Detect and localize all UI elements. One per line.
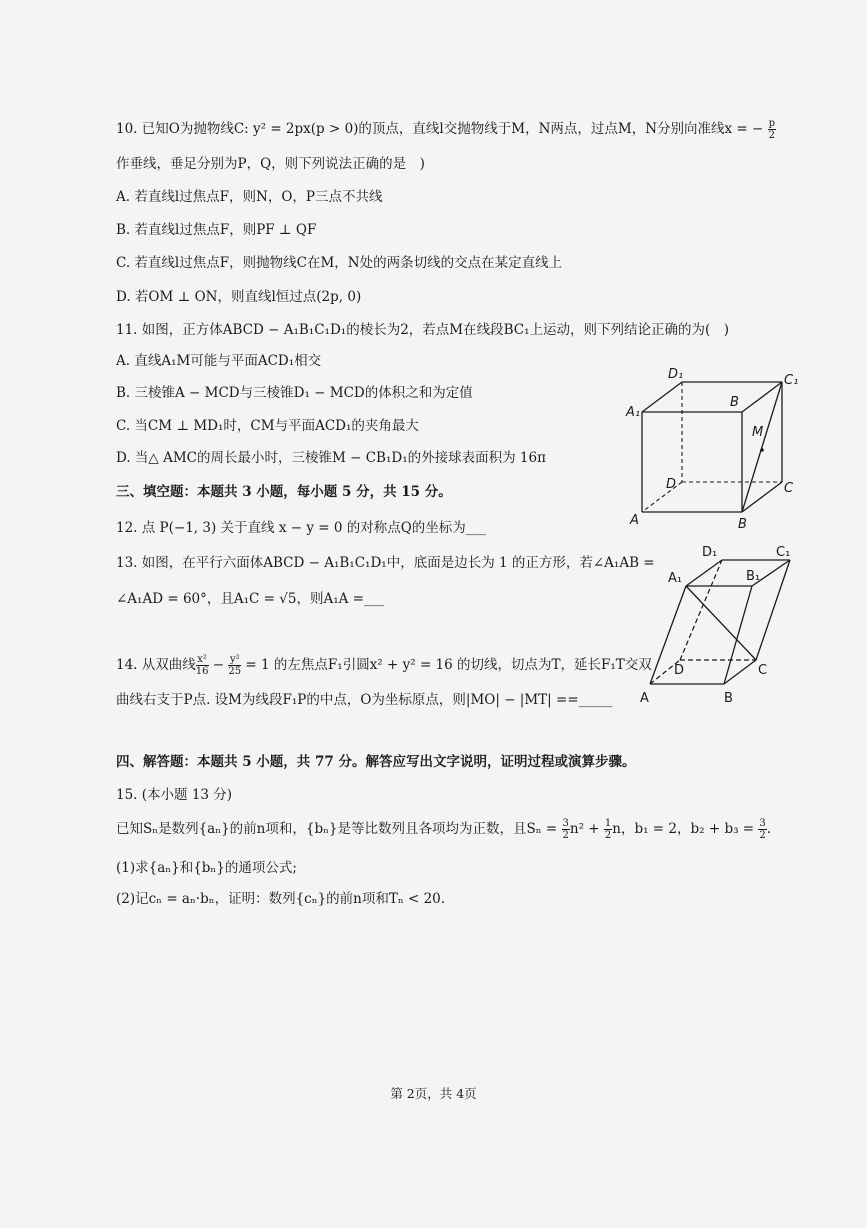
parallelepiped-figure bbox=[630, 538, 830, 713]
frac-den: 2 bbox=[768, 130, 776, 141]
cube-edge bbox=[742, 482, 782, 512]
q14-minus: − bbox=[208, 657, 229, 673]
point-m bbox=[760, 448, 764, 452]
q13-line2: ∠A₁AD = 60°，且A₁C = √5，则A₁A =___ bbox=[116, 591, 385, 607]
para-edge bbox=[724, 660, 756, 684]
label-a1: A₁ bbox=[626, 405, 641, 420]
label-a1: A₁ bbox=[668, 571, 683, 586]
q10-option-c: C. 若直线l过焦点F，则抛物线C在M，N处的两条切线的交点在某定直线上 bbox=[116, 255, 563, 271]
q14-frac1 bbox=[196, 654, 209, 677]
cube-figure bbox=[620, 360, 810, 535]
q13-line1: 13. 如图，在平行六面体ABCD − A₁B₁C₁D₁中，底面是边长为 1 的正方形，若∠A₁AB = bbox=[116, 555, 655, 571]
para-edge bbox=[756, 560, 790, 660]
label-a: A bbox=[640, 691, 649, 706]
cube-edge bbox=[642, 382, 682, 412]
label-d: D bbox=[674, 663, 685, 678]
label-d: D bbox=[666, 477, 677, 492]
para-edge bbox=[686, 560, 722, 586]
label-c1: C₁ bbox=[776, 545, 791, 560]
frac-num: 3 bbox=[562, 818, 569, 829]
q15-part1: (1)求{aₙ}和{bₙ}的通项公式; bbox=[116, 860, 297, 876]
q14-frac2 bbox=[228, 654, 241, 677]
q11-option-c: C. 当CM ⊥ MD₁时，CM与平面ACD₁的夹角最大 bbox=[116, 418, 419, 434]
q14-post: = 1 的左焦点F₁引圆x² + y² = 16 的切线，切点为T，延长F₁T交双 bbox=[241, 657, 652, 673]
q14-pre: 14. 从双曲线 bbox=[116, 657, 196, 673]
frac-num: p bbox=[768, 118, 776, 129]
q15-part2: (2)记cₙ = aₙ·bₙ，证明：数列{cₙ}的前n项和Tₙ < 20. bbox=[116, 891, 446, 907]
q15-stem-mid2: n，b₁ = 2，b₂ + b₃ = bbox=[612, 821, 759, 837]
frac-den: 25 bbox=[228, 666, 242, 677]
label-m: M bbox=[752, 425, 764, 440]
label-c: C bbox=[784, 481, 794, 496]
q15-frac-c bbox=[758, 818, 766, 841]
frac-num: 1 bbox=[604, 818, 612, 829]
frac-den: 2 bbox=[562, 830, 569, 841]
section-3-heading: 三、填空题：本题共 3 小题，每小题 5 分，共 15 分。 bbox=[116, 484, 452, 500]
para-edge bbox=[724, 586, 752, 684]
q15-title: 15. (本小题 13 分) bbox=[116, 787, 233, 803]
frac-num: x² bbox=[197, 654, 207, 665]
q10-option-b: B. 若直线l过焦点F，则PF ⊥ QF bbox=[116, 222, 317, 238]
frac-den: 2 bbox=[604, 830, 612, 841]
cube-edge bbox=[742, 382, 782, 412]
q10-fraction bbox=[768, 118, 776, 141]
q14-line2: 曲线右支于P点. 设M为线段F₁P的中点，O为坐标原点，则|MO| − |MT| ==_____ bbox=[116, 692, 613, 708]
q15-frac-a bbox=[562, 818, 570, 841]
q15-stem-pre: 已知Sₙ是数列{aₙ}的前n项和，{bₙ}是等比数列且各项均为正数，且Sₙ = bbox=[116, 821, 562, 837]
label-d1: D₁ bbox=[668, 367, 684, 382]
q15-stem bbox=[116, 818, 771, 841]
frac-num: 3 bbox=[759, 818, 766, 829]
frac-num: y² bbox=[229, 654, 240, 665]
label-b: B bbox=[724, 691, 733, 706]
label-c1: C₁ bbox=[784, 373, 799, 388]
q14-line1 bbox=[116, 654, 652, 677]
q11-option-a: A. 直线A₁M可能与平面ACD₁相交 bbox=[116, 353, 322, 369]
q10-text: 10. 已知O为抛物线C: y² = 2px(p > 0)的顶点，直线l交抛物线于M，N两点，过点M，N分别向准线x = − bbox=[116, 121, 764, 137]
section-4-heading: 四、解答题：本题共 5 小题，共 77 分。解答应写出文字说明，证明过程或演算步骤。 bbox=[116, 754, 636, 770]
q10-line2: 作垂线，垂足分别为P，Q，则下列说法正确的是 ) bbox=[116, 156, 425, 172]
q15-stem-end: . bbox=[766, 821, 772, 837]
q15-stem-mid1: n² + bbox=[569, 821, 604, 837]
q11-stem: 11. 如图，正方体ABCD − A₁B₁C₁D₁的棱长为2，若点M在线段BC₁上运动，则下列结论正确的为( ) bbox=[116, 322, 730, 338]
cube-diagonal-bc1 bbox=[742, 382, 782, 512]
para-diagonal-a1c bbox=[686, 586, 756, 660]
frac-den: 16 bbox=[195, 666, 209, 677]
label-b: B bbox=[738, 517, 747, 532]
q10-option-d: D. 若OM ⊥ ON，则直线l恒过点(2p, 0) bbox=[116, 289, 362, 305]
q12-text: 12. 点 P(−1, 3) 关于直线 x − y = 0 的对称点Q的坐标为___ bbox=[116, 520, 487, 536]
frac-den: 2 bbox=[759, 830, 766, 841]
q11-option-d: D. 当△ AMC的周长最小时，三棱锥M − CB₁D₁的外接球表面积为 16π bbox=[116, 450, 546, 466]
q11-option-b: B. 三棱锥A − MCD与三棱锥D₁ − MCD的体积之和为定值 bbox=[116, 385, 473, 401]
q15-frac-b bbox=[604, 818, 612, 841]
page-footer: 第 2页，共 4页 bbox=[390, 1086, 477, 1101]
label-b1: B bbox=[730, 395, 739, 410]
q10-line1 bbox=[116, 118, 776, 141]
label-b1: B₁ bbox=[746, 569, 761, 584]
label-a: A bbox=[630, 513, 639, 528]
label-d1: D₁ bbox=[702, 545, 718, 560]
label-c: C bbox=[758, 663, 768, 678]
q10-option-a: A. 若直线l过焦点F，则N，O，P三点不共线 bbox=[116, 189, 383, 205]
